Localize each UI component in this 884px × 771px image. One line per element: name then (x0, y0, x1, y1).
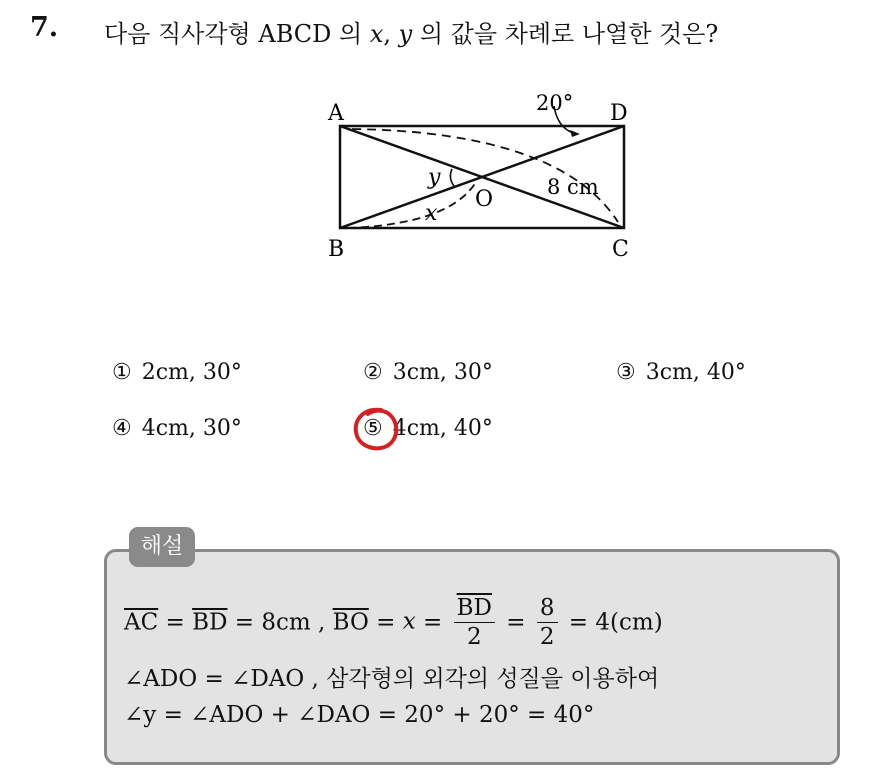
angle-arrowhead (570, 130, 580, 137)
fraction-1-denominator: 2 (466, 624, 482, 650)
eq-5: = (498, 609, 533, 636)
vertex-a: A (328, 101, 344, 126)
vertex-d: D (610, 101, 628, 126)
choice-3-text: 3cm, 40° (645, 360, 746, 385)
answer-circle-mark (351, 406, 403, 454)
rectangle-figure (300, 84, 660, 274)
solution-line-2: ∠ADO = ∠DAO , 삼각형의 외각의 성질을 이용하여 (124, 666, 660, 692)
vertex-b: B (328, 237, 345, 262)
question-text-after: 의 값을 차례로 나열한 것은? (412, 20, 719, 48)
fraction-2-numerator: 8 (537, 594, 558, 623)
eq-1: = (158, 609, 193, 636)
vertex-c: C (612, 237, 629, 262)
angle-arc-y (450, 169, 454, 186)
segment-bd: $\overline{BD}$ (192, 609, 228, 636)
solution-tag: 해설 (129, 527, 195, 567)
center-o: O (475, 187, 494, 212)
angle-label-20: 20° (536, 91, 574, 115)
choice-5-mark: ⑤ (363, 416, 383, 441)
length-label-8cm: 8 cm (547, 175, 599, 199)
segment-ac: $\overline{AC}$ (124, 609, 159, 636)
question-number: 7. (30, 12, 59, 43)
solution-line-1 (124, 594, 663, 654)
question-text-before: 다음 직사각형 ABCD 의 (104, 20, 370, 48)
dashed-arc-bo (348, 182, 476, 228)
choice-1-text: 2cm, 30° (141, 360, 242, 385)
eq-3: = (368, 609, 403, 636)
label-x: x (425, 201, 438, 226)
choice-5-text: 4cm, 40° (392, 416, 493, 441)
choice-4-text: 4cm, 30° (141, 416, 242, 441)
solution-line-3: ∠y = ∠ADO + ∠DAO = 20° + 20° = 40° (124, 702, 595, 728)
choice-2-text: 3cm, 30° (392, 360, 493, 385)
choice-4-mark: ④ (112, 416, 132, 441)
eq-6: = 4(cm) (561, 609, 663, 636)
question-var-y: y (398, 20, 413, 48)
choice-1[interactable] (112, 360, 242, 385)
choice-2[interactable] (363, 360, 493, 385)
choice-1-mark: ① (112, 360, 132, 385)
choice-2-mark: ② (363, 360, 383, 385)
fraction-2-denominator: 2 (539, 624, 555, 650)
eq-4: = (415, 609, 450, 636)
choice-4[interactable] (112, 416, 242, 441)
fraction-bd-over-2 (454, 594, 495, 651)
var-x: x (402, 608, 416, 635)
choice-3[interactable] (616, 360, 746, 385)
question-text (104, 14, 718, 49)
question-sep: , (383, 20, 399, 48)
fraction-1-numerator: $\overline{BD}$ (454, 594, 495, 623)
choice-3-mark: ③ (616, 360, 636, 385)
fraction-8-over-2 (537, 594, 558, 651)
label-y: y (428, 165, 441, 190)
solution-box (104, 549, 840, 765)
eq-2: = 8cm , (227, 609, 333, 636)
segment-bo: $\overline{BO}$ (332, 609, 369, 636)
question-var-x: x (369, 20, 384, 48)
